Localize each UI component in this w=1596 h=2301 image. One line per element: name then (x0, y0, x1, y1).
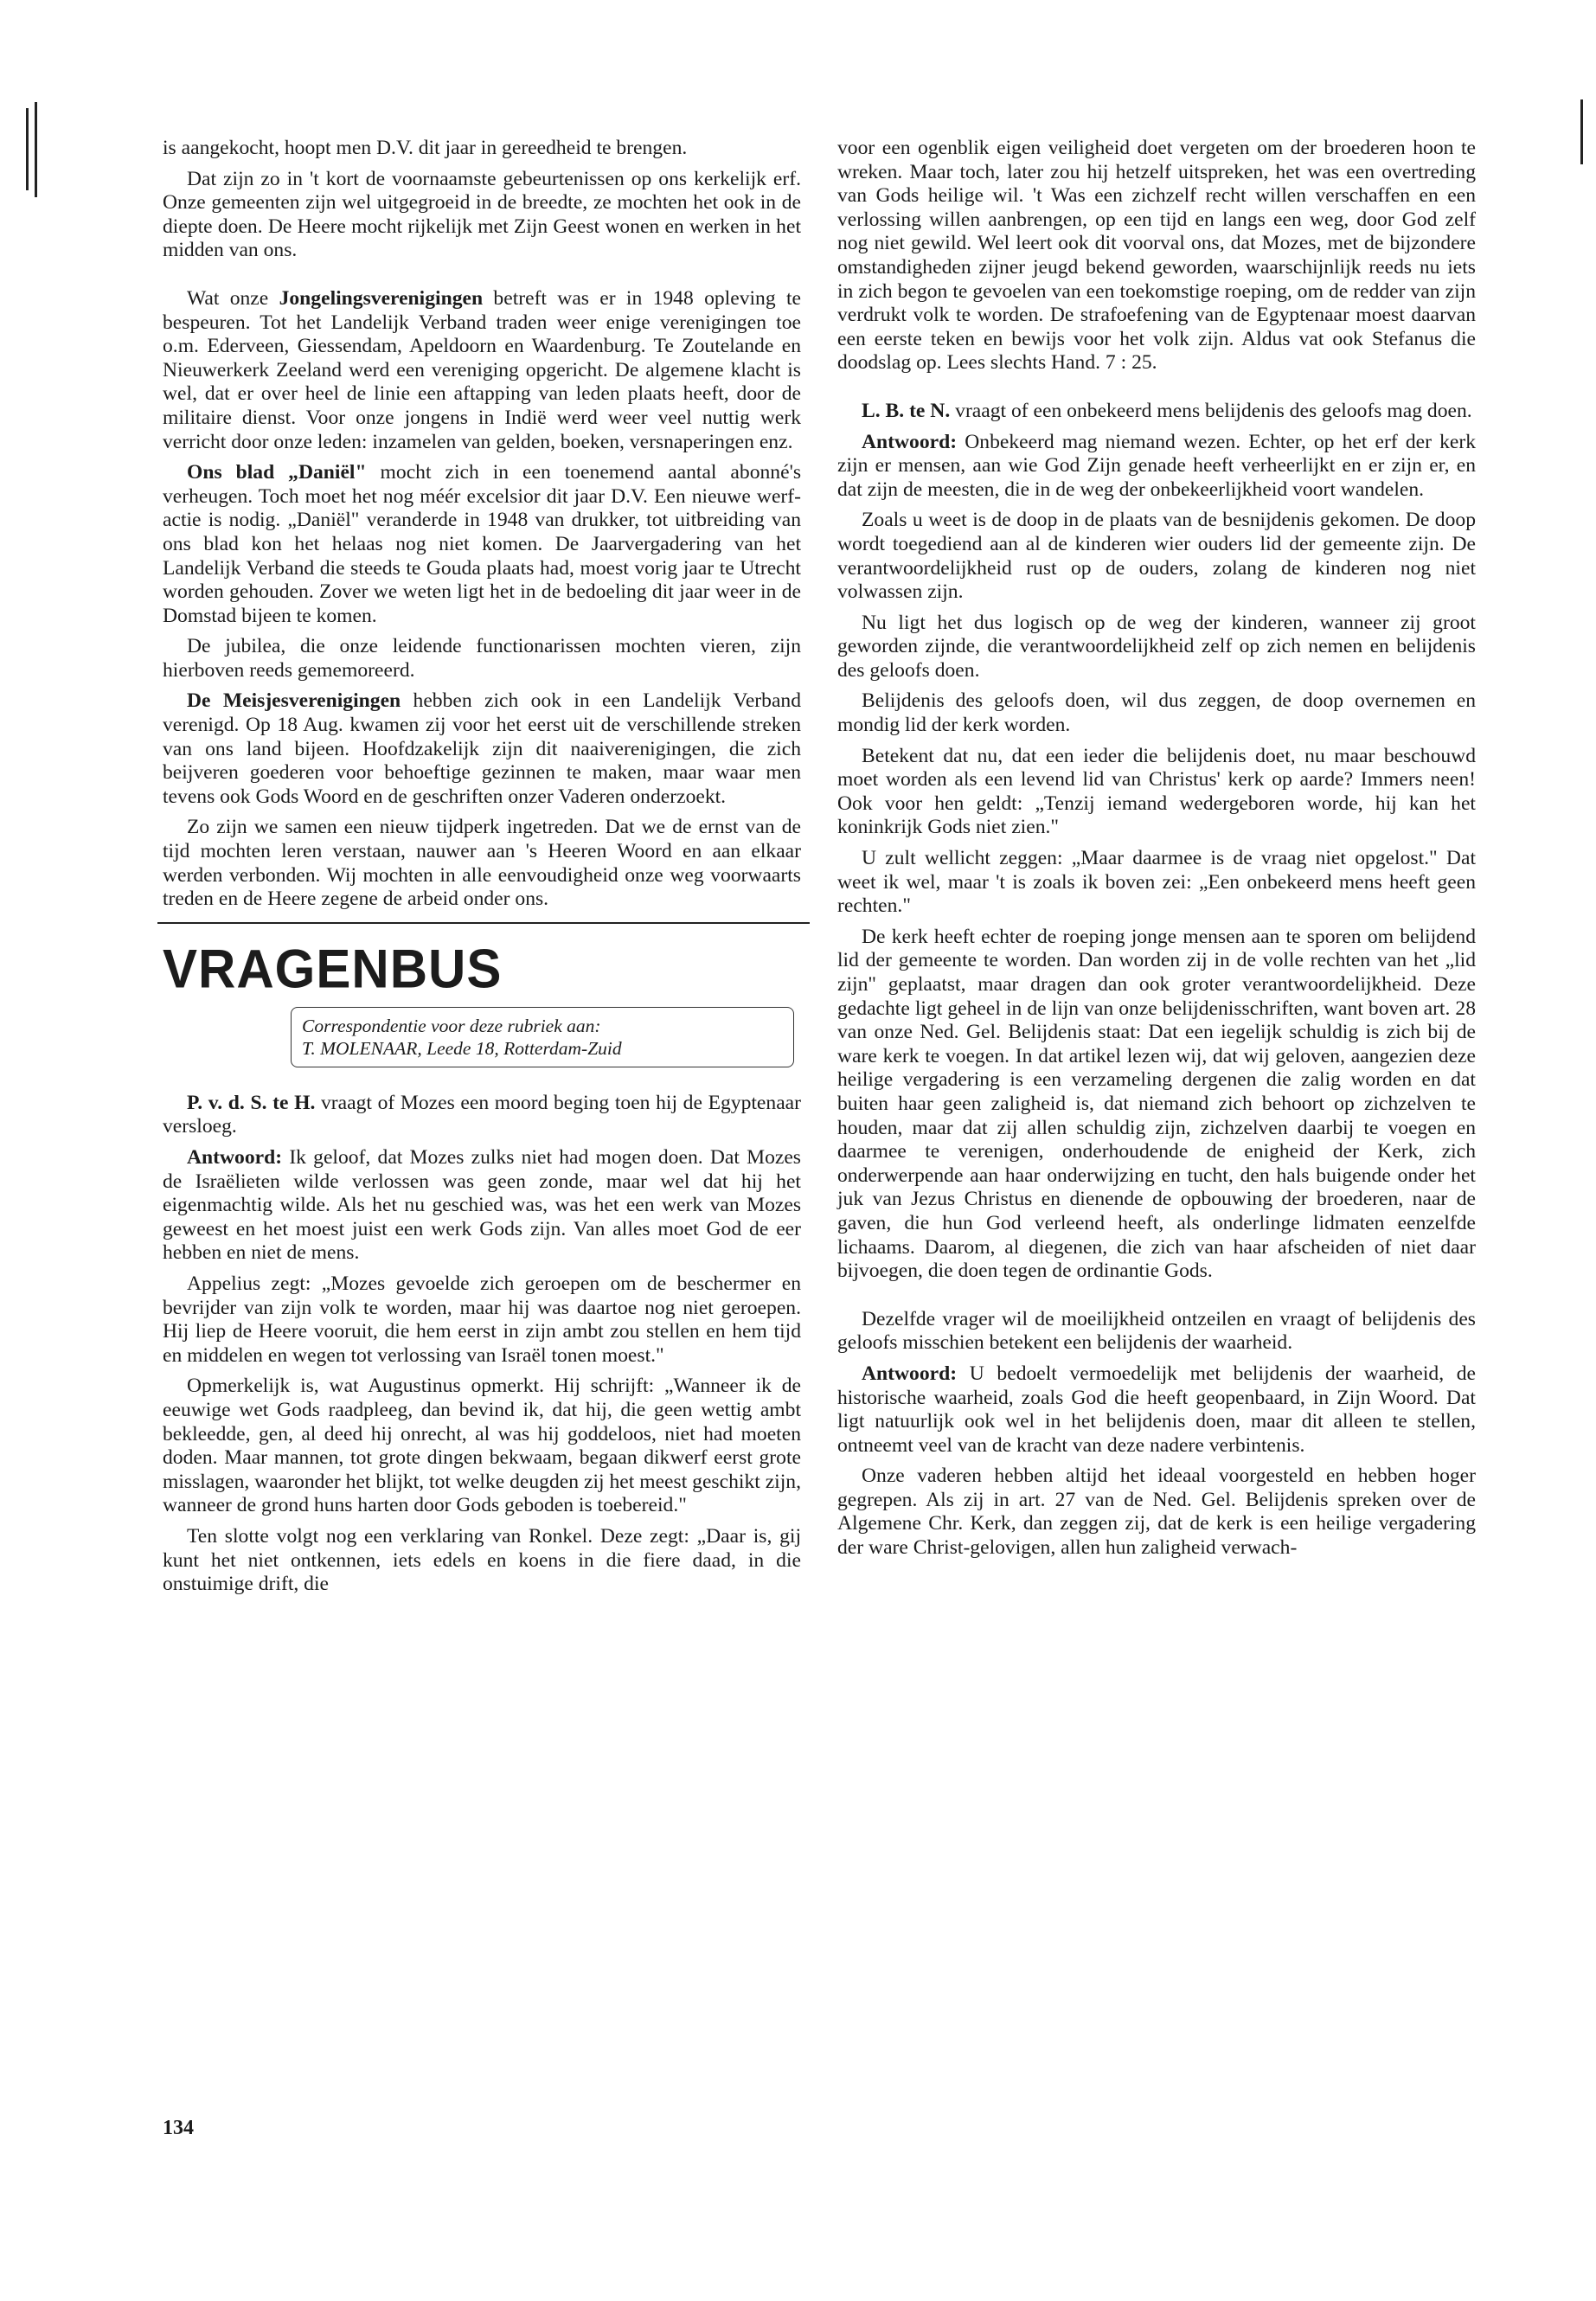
answer-label: Antwoord: (862, 1362, 958, 1385)
paragraph: Nu ligt het dus logisch op de weg der kinderen, wanneer zij groot geworden zijnde, die verantwoordelijkheid zelf op zich nemen en belijdenis des geloofs doen. (837, 611, 1476, 682)
paragraph-daniel: Ons blad „Daniël" mocht zich in een toenemend aantal abonné's verheugen. Toch moet het nog méér excelsior dit jaar D.V. Een nieuwe werf-actie is nodig. „Daniël" veranderde in 1948 van drukker, tot uitbreiding van ons blad kon het helaas nog niet komen. De Jaarvergadering van het Landelijk Verband die steeds te Gouda plaats had, moest vorig jaar te Utrecht worden gehouden. Zover we weten ligt het in de bedoeling dit jaar weer in de Domstad bijeen te komen. (163, 461, 801, 627)
question: P. v. d. S. te H. vraagt of Mozes een moord beging toen hij de Egyptenaar versloeg. (163, 1091, 801, 1138)
paragraph: Belijdenis des geloofs doen, wil dus zeggen, de doop overnemen en mondig lid der kerk worden. (837, 689, 1476, 737)
question: L. B. te N. vraagt of een onbekeerd mens belijdenis des geloofs mag doen. (862, 399, 1472, 422)
answer: Antwoord: Onbekeerd mag niemand wezen. Echter, op het erf der kerk zijn er mensen, aan wie God Zijn genade heeft verheerlijkt en er zijn er, en dat zijn de meesten, die in de weg der onbekeerlijkheid voort wandelen. (837, 430, 1476, 501)
paragraph: Dat zijn zo in 't kort de voornaamste gebeurtenissen op ons kerkelijk erf. Onze gemeenten zijn wel uitgegroeid in de breedte, ze mochten het ook in de diepte doen. De Heere mocht rijkelijk met Zijn Geest wonen en werken in het midden van ons. (163, 167, 801, 262)
left-column (163, 137, 801, 1604)
answer-label: Antwoord: (862, 430, 958, 453)
right-column (837, 137, 1476, 1567)
correspondence-box (291, 1007, 794, 1067)
paragraph: Opmerkelijk is, wat Augustinus opmerkt. Hij schrijft: „Wanneer ik de eeuwige wet Gods raadpleeg, dan bevind ik, dat hij, die geen wettig ambt bekleedde, gen, al deed hij onrecht, al was hij goddeloos, niet had moeten doden. Maar mannen, tot grote dingen bekwaam, begaan dikwerf eerst grote misslagen, waaronder het blijkt, tot welke deugden zij het meest geschikt zijn, wanneer de grond huns harten door Gods geboden is toebereid." (163, 1375, 801, 1517)
scan-margin-mark (1580, 99, 1583, 164)
paragraph: Ten slotte volgt nog een verklaring van Ronkel. Deze zegt: „Daar is, gij kunt het niet ontkennen, iets edels en koens in die fiere daad, in die onstuimige drift, die (163, 1524, 801, 1596)
bold-term: De Meisjesverenigingen (187, 689, 401, 713)
questioner: L. B. te N. (862, 399, 951, 422)
paragraph-meisjesverenigingen: De Meisjesverenigingen hebben zich ook in een Landelijk Verband verenigd. Op 18 Aug. kwamen zij voor het eerst uit de verschillende streken van ons land bijeen. Hoofdzakelijk zijn dit naaiverenigingen, die zich beijveren goederen voor behoeftige gezinnen te maken, maar waar men tevens ook Gods Woord en de geschriften onzer Vaderen onderzoekt. (163, 689, 802, 808)
paragraph: voor een ogenblik eigen veiligheid doet vergeten om der broederen hoon te wreken. Maar toch, later zou hij hetzelf uitspreken, het was een overtreding van Gods heilige wil. 't Was een zichzelf recht willen verschaffen en een verlossing willen aanbrengen, op een tijd en langs een weg, door God zelf nog niet gewild. Wel leert ook dit voorval ons, dat Mozes, met de bijzondere omstandigheden zijner jeugd bekend geworden, waarschijnlijk reeds nu iets in zich begon te gevoelen van een toekomstige roeping, om de redder van zijn verdrukt volk te worden. De strafoefening van de Egyptenaar moest daarvan een eerste teken en bewijs voor het volk zijn. Aldus vat ook Stefanus die doodslag op. Lees slechts Hand. 7 : 25. (837, 137, 1476, 375)
section-divider (157, 922, 810, 924)
scan-margin-mark (35, 102, 37, 197)
questioner: P. v. d. S. te H. (187, 1091, 316, 1114)
answer: Antwoord: Ik geloof, dat Mozes zulks niet had mogen doen. Dat Mozes de Israëlieten wilde verlossen was geen zonde, maar wel dat hij het eigenmachtig wilde. Als het nu geschied was, was het een werk van Mozes geweest en het moest juist een werk Gods zijn. Van alles moet God de eer hebben en niet de mens. (163, 1146, 801, 1265)
paragraph: is aangekocht, hoopt men D.V. dit jaar in gereedheid te brengen. (163, 137, 688, 159)
paragraph: Dezelfde vrager wil de moeilijkheid ontzeilen en vraagt of belijdenis des geloofs misschien betekent een belijdenis der waarheid. (837, 1307, 1476, 1355)
paragraph: De kerk heeft echter de roeping jonge mensen aan te sporen om belijdend lid der gemeente te worden. Dan worden zij in de volle rechten van het „lid zijn" geplaatst, maar dragen dan ook groter verantwoordelijkheid. Deze gedachte ligt geheel in de lijn van onze belijdenisschriften, want boven art. 28 van onze Ned. Gel. Belijdenis staat: Dat een iegelijk schuldig is zich bij de ware kerk te voegen. In dat artikel lezen wij, dat wij geloven, aangezien deze heilige vergadering is een verzameling dergenen die zalig worden en dat buiten haar geen zaligheid is, dat niemand zich behoort op zichzelven te houden, maar dat zij allen schuldig zijn, zichzelven daarbij te voegen en daarmee te verenigen, onderhoudende de enigheid der Kerk, zich onderwerpende aan haar onderwijzing en tucht, den hals buigende onder het juk van Jezus Christus en dienende de opbouwing der broederen, naar de gaven, die hun God verleend heeft, als onderlinge lidmaten eenzelfde lichaams. Daarom, al diegenen, die zich van haar afscheiden of niet daar bijvoegen, die doen tegen de ordinantie Gods. (837, 925, 1476, 1283)
page-number: 134 (163, 2117, 194, 2139)
paragraph: Zo zijn we samen een nieuw tijdperk ingetreden. Dat we de ernst van de tijd mochten leren verstaan, nauwer aan 's Heeren Woord en aan elkaar werden verbonden. Wij mochten in alle eenvoudigheid onze weg voorwaarts treden en de Heere zegene de arbeid onder ons. (163, 816, 801, 911)
paragraph: Zoals u weet is de doop in de plaats van de besnijdenis gekomen. De doop wordt toegediend aan al de kinderen wier ouders lid der gemeente zijn. De verantwoordelijkheid rust op de ouders, zolang de kinderen nog niet volwassen zijn. (837, 509, 1476, 604)
bold-term: Ons blad „Daniël" (187, 461, 367, 484)
bold-term: Jongelingsverenigingen (279, 286, 484, 310)
scan-margin-mark (26, 108, 29, 190)
answer: Antwoord: U bedoelt vermoedelijk met belijdenis der waarheid, de historische waarheid, zoals God die heeft geopenbaard, in Zijn Woord. Dat ligt natuurlijk ook wel in het belijdenis doen, maar dit alleen te stellen, ontneemt veel van de kracht van deze nadere verbintenis. (837, 1362, 1476, 1457)
section-title: VRAGENBUS (163, 938, 503, 1000)
paragraph: De jubilea, die onze leidende functionarissen mochten vieren, zijn hierboven reeds gememoreerd. (163, 635, 801, 682)
paragraph: Appelius zegt: „Mozes gevoelde zich geroepen om de beschermer en bevrijder van zijn volk te worden, maar hij was daartoe nog niet geroepen. Hij liep de Heere vooruit, die hem eerst in zijn ambt zou stellen en hem tijd en middelen en wegen tot verlossing van Israël tonen moest." (163, 1272, 801, 1367)
correspondence-address: T. MOLENAAR, Leede 18, Rotterdam-Zuid (302, 1037, 622, 1059)
correspondence-line: Correspondentie voor deze rubriek aan: (302, 1015, 601, 1036)
paragraph: Onze vaderen hebben altijd het ideaal voorgesteld en hebben hoger gegrepen. Als zij in art. 27 van de Ned. Gel. Belijdenis spreken over de Algemene Chr. Kerk, dan zeggen zij, dat de kerk is een heilige vergadering der ware Christ-gelovigen, allen hun zaligheid verwach- (837, 1465, 1476, 1560)
paragraph-jongelingsverenigingen: Wat onze Jongelingsverenigingen betreft was er in 1948 opleving te bespeuren. Tot het Landelijk Verband traden weer enige verenigingen toe o.m. Ederveen, Giessendam, Apeldoorn en Waardenburg. Te Zoutelande en Nieuwerkerk Zeeland werd een vereniging opgericht. De algemene klacht is wel, dat er over heel de linie een aftapping van leden plaats heeft, door de militaire dienst. Voor onze jongens in Indië werd weer veel nuttig werk verricht door onze leden: inzamelen van gelden, boeken, versnaperingen enz. (163, 286, 801, 453)
paragraph: Betekent dat nu, dat een ieder die belijdenis doet, nu maar beschouwd moet worden als een levend lid van Christus' kerk op aarde? Immers neen! Ook voor hen geldt: „Tenzij iemand wedergeboren worde, hij kan het koninkrijk Gods niet zien." (837, 744, 1476, 839)
paragraph: U zult wellicht zeggen: „Maar daarmee is de vraag niet opgelost." Dat weet ik wel, maar 't is zoals ik boven zei: „Een onbekeerd mens heeft geen rechten." (837, 847, 1476, 918)
answer-label: Antwoord: (187, 1146, 283, 1169)
